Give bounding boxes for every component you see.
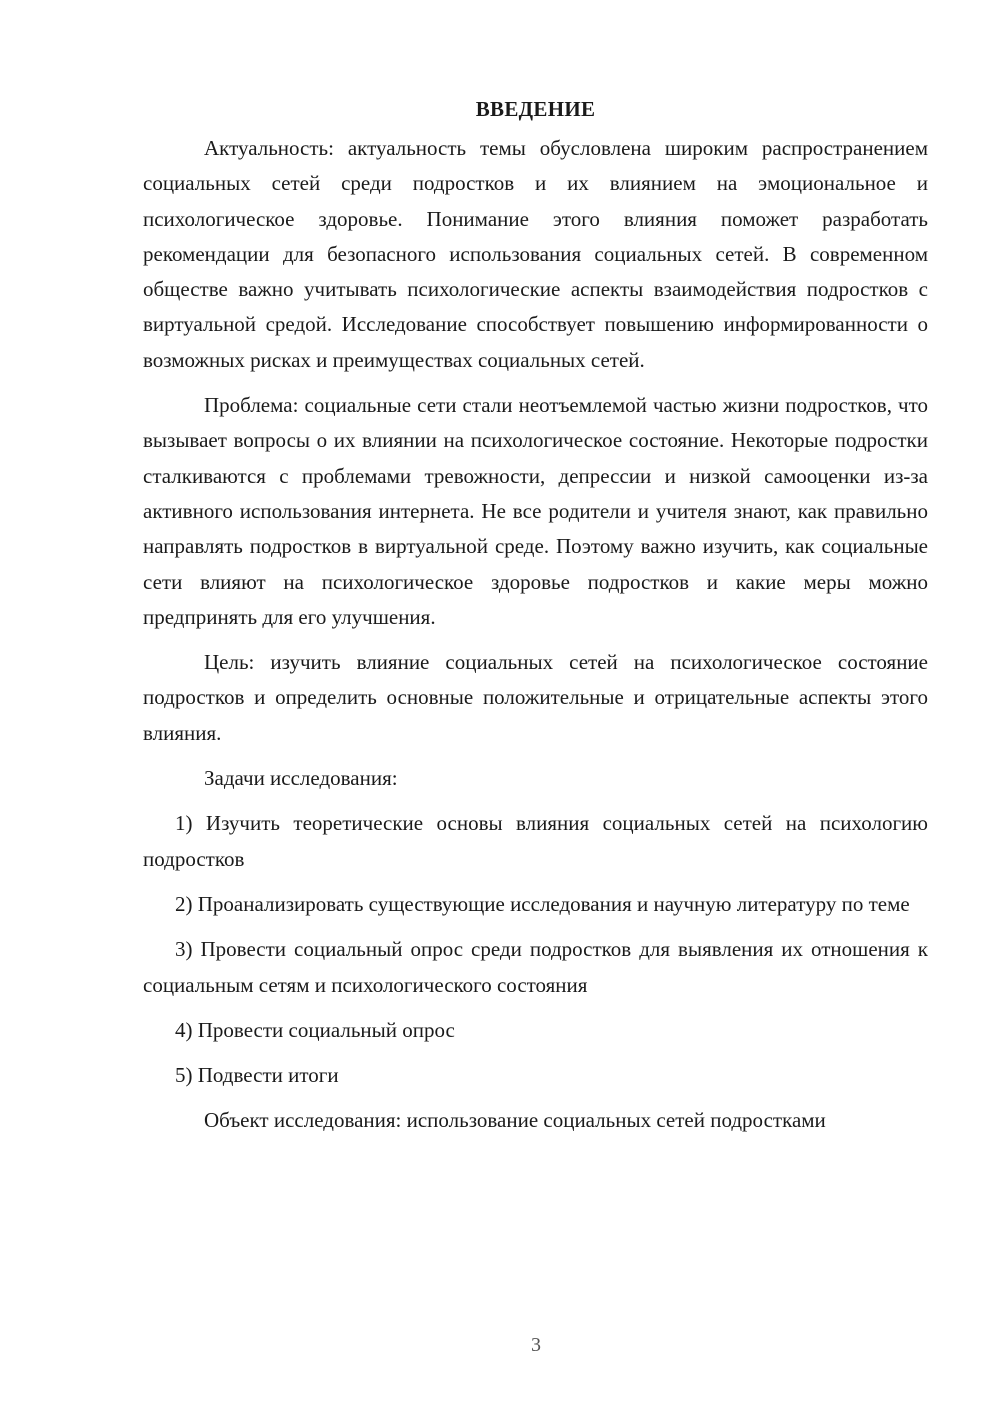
problem-paragraph: Проблема: социальные сети стали неотъемлемой частью жизни подростков, что вызывает вопросы о их влиянии на психологическое состояние. Некоторые подростки сталкиваются с проблемами тревожности, депрессии и низкой самооценки из-за активного использования интернета. Не все родители и учителя знают, как правильно направлять подростков в виртуальной среде. Поэтому важно изучить, как социальные сети влияют на психологическое здоровье подростков и какие меры можно предпринять для его улучшения. [143,393,928,629]
list-item: 5) Подвести итоги [175,1063,339,1088]
object-paragraph: Объект исследования: использование социальных сетей подростками [204,1108,826,1133]
document-page [143,92,928,1139]
tasks-heading: Задачи исследования: [204,766,398,791]
list-item: 4) Провести социальный опрос [175,1017,455,1042]
list-item: 3) Провести социальный опрос среди подростков для выявления их отношения к социальным сетям и психологического состояния [143,937,928,997]
relevance-paragraph: Актуальность: актуальность темы обусловлена широким распространением социальных сетей среди подростков и их влиянием на эмоциональное и психологическое здоровье. Понимание этого влияния поможет разработать рекомендации для безопасного использования социальных сетей. В современном обществе важно учитывать психологические аспекты взаимодействия подростков с виртуальной средой. Исследование способствует повышению информированности о возможных рисках и преимуществах социальных сетей. [143,136,928,372]
list-item: 1) Изучить теоретические основы влияния социальных сетей на психологию подростков [143,811,928,871]
goal-paragraph: Цель: изучить влияние социальных сетей на психологическое состояние подростков и определить основные положительные и отрицательные аспекты этого влияния. [143,650,928,745]
section-title: ВВЕДЕНИЕ [475,97,596,121]
list-item: 2) Проанализировать существующие исследования и научную литературу по теме [175,891,910,916]
tasks-list [143,806,928,1093]
page-number: 3 [531,1334,541,1356]
